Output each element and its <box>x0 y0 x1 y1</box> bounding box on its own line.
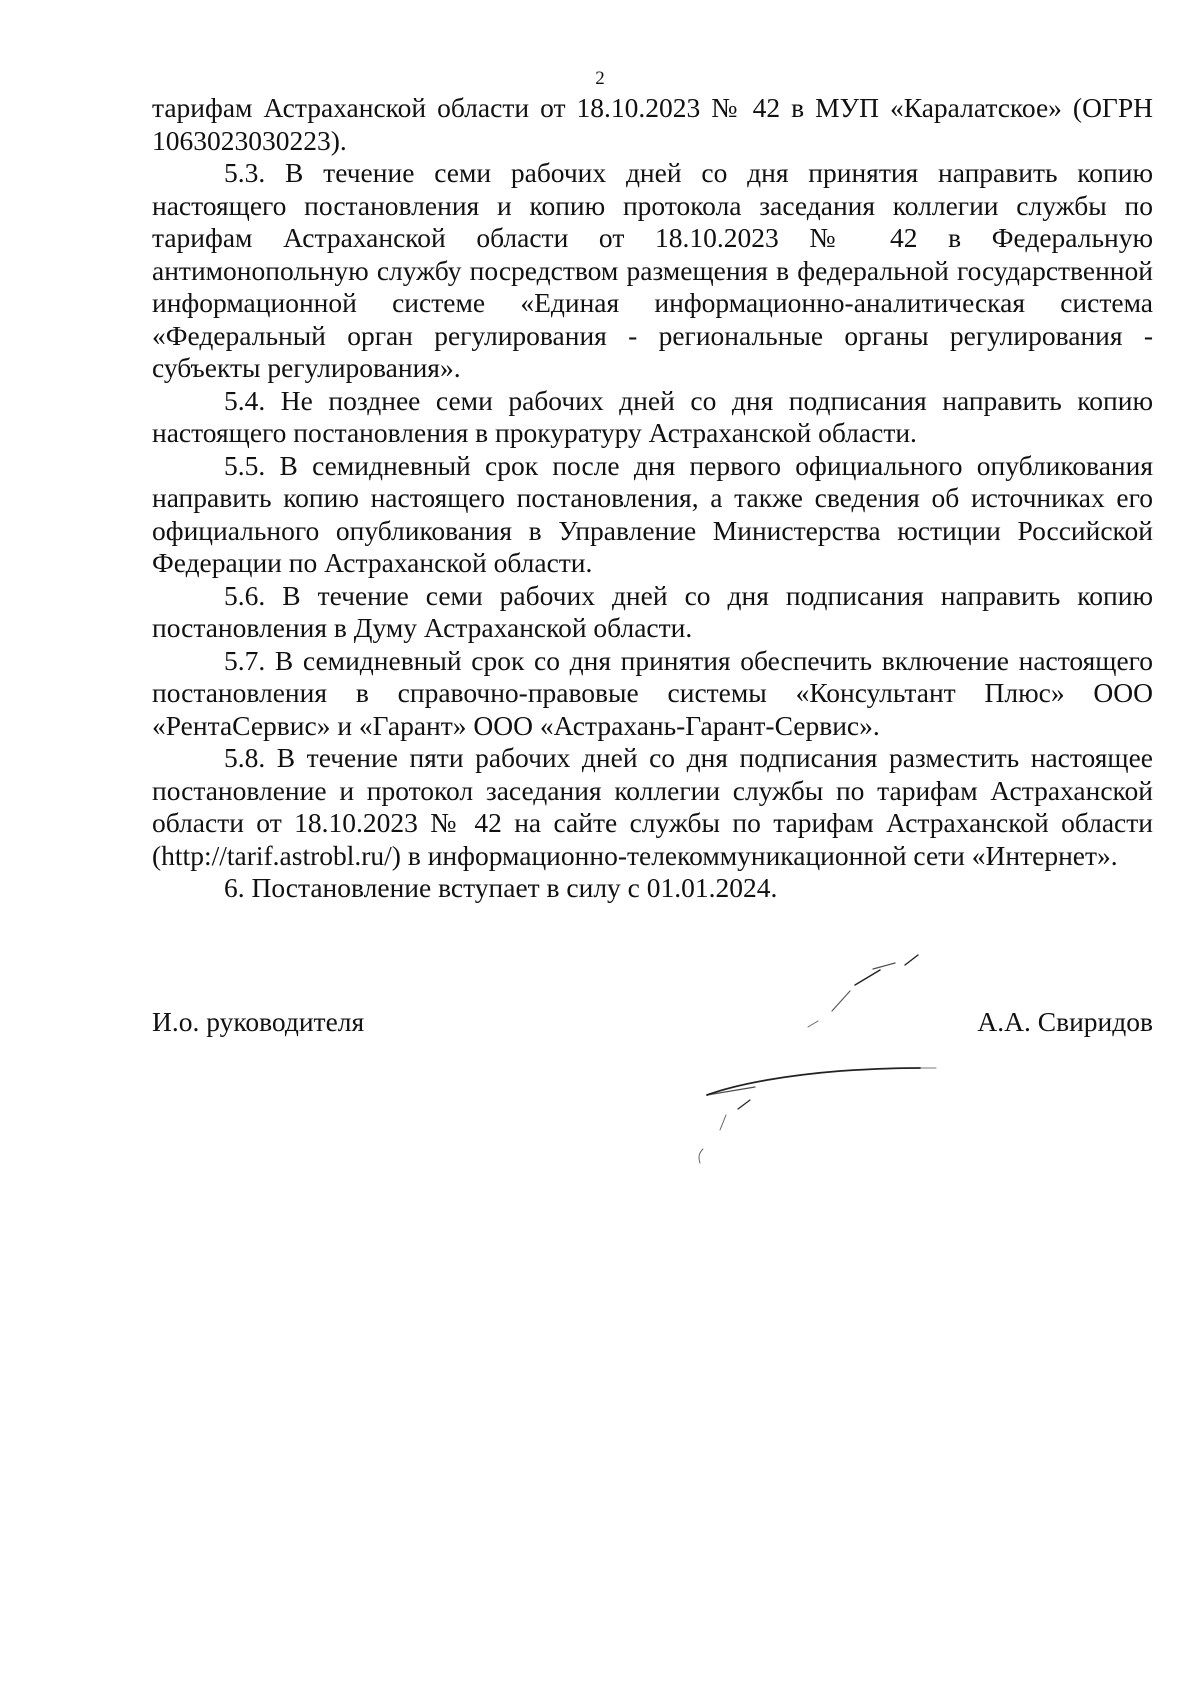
signature-block <box>152 1006 1153 1046</box>
paragraph-5-4: 5.4. Не позднее семи рабочих дней со дня подписания направить копию настоящего постановления в прокуратуру Астраханской области. <box>152 384 1153 448</box>
signatory-position: И.о. руководителя <box>152 1006 365 1037</box>
signatory-name: А.А. Свиридов <box>977 1006 1153 1037</box>
paragraph-continuation: тарифам Астраханской области от 18.10.2023 № 42 в МУП «Каралатское» (ОГРН 1063023030223). <box>152 92 1153 156</box>
document-body <box>152 92 1153 905</box>
paragraph-5-3: 5.3. В течение семи рабочих дней со дня принятия направить копию настоящего постановления и копию протокола заседания коллегии службы по тарифам Астраханской области от 18.10.2023 № 42 в Федеральную антимонопольную службу посредством размещения в федеральной государственной информационной системе «Единая информационно-аналитическая система «Федеральный орган регулирования - региональные органы регулирования - субъекты регулирования». <box>152 157 1153 383</box>
paragraph-5-8: 5.8. В течение пяти рабочих дней со дня подписания разместить настоящее постановление и протокол заседания коллегии службы по тарифам Астраханской области от 18.10.2023 № 42 на сайте службы по тарифам Астраханской области (http://tarif.astrobl.ru/) в информационно-телекоммуникационной сети «Интернет». <box>152 742 1153 871</box>
paragraph-5-6: 5.6. В течение семи рабочих дней со дня подписания направить копию постановления в Думу Астраханской области. <box>152 579 1153 643</box>
paragraph-5-7: 5.7. В семидневный срок со дня принятия обеспечить включение настоящего постановления в справочно-правовые системы «Консультант Плюс» ООО «РентаСервис» и «Гарант» ООО «Астрахань-Гарант-Сервис». <box>152 644 1153 741</box>
paragraph-6: 6. Постановление вступает в силу с 01.01.2024. <box>224 872 778 903</box>
page-number: 2 <box>595 68 605 89</box>
handwritten-signature <box>690 925 950 1165</box>
paragraph-5-5: 5.5. В семидневный срок после дня первого официального опубликования направить копию настоящего постановления, а также сведения об источниках его официального опубликования в Управление Министерства юстиции Российской Федерации по Астраханской области. <box>152 449 1153 578</box>
